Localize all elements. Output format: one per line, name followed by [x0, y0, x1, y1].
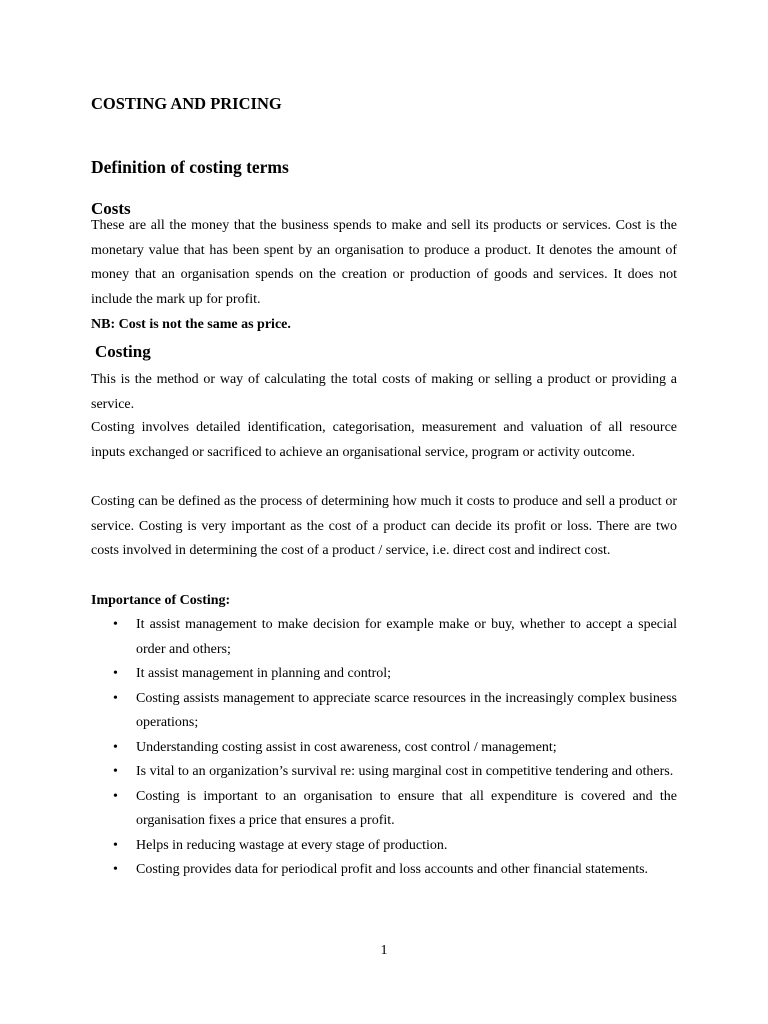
costs-paragraph: These are all the money that the business spends to make and sell its products or services. Cost is the monetary value that has been spent by an organisation to produce a product. It denotes the amount of money that an organisation spends on the creation or production of goods and services. It does not include the mark up for profit. — [91, 218, 677, 307]
importance-list-item — [91, 613, 677, 662]
bullet-icon: • — [113, 690, 118, 706]
page-number: 1 — [380, 943, 388, 958]
section-title: Definition of costing terms — [91, 157, 289, 177]
costs-heading: Costs — [91, 199, 131, 218]
importance-item-text: Understanding costing assist in cost awareness, cost control / management; — [136, 739, 557, 755]
importance-item-text: Helps in reducing wastage at every stage of production. — [136, 837, 448, 853]
importance-item-text: Costing assists management to appreciate scarce resources in the increasingly complex business operations; — [136, 690, 677, 730]
bullet-icon: • — [113, 666, 118, 681]
bullet-icon: • — [113, 862, 118, 877]
importance-item-text: It assist management in planning and control; — [136, 666, 392, 681]
importance-list-item — [91, 662, 677, 687]
importance-item-text: Costing provides data for periodical profit and loss accounts and other financial statements. — [136, 862, 649, 877]
costing-paragraph-1: This is the method or way of calculating the total costs of making or selling a product or providing a service. — [91, 372, 677, 412]
importance-heading: Importance of Costing: — [91, 593, 231, 608]
importance-list-item — [91, 736, 677, 761]
costing-heading: Costing — [95, 342, 151, 361]
bullet-icon: • — [113, 617, 118, 632]
bullet-icon: • — [113, 837, 118, 853]
importance-list — [91, 613, 677, 883]
importance-item-text: Costing is important to an organisation to ensure that all expenditure is covered and the organisation fixes a price that ensures a profit. — [136, 788, 677, 828]
importance-item-text: It assist management to make decision for example make or buy, whether to accept a special order and others; — [136, 617, 677, 657]
costing-paragraph-2: Costing involves detailed identification, categorisation, measurement and valuation of all resource inputs exchanged or sacrificed to achieve an organisational service, program or activity outcome. — [91, 420, 677, 460]
importance-list-item — [91, 785, 677, 834]
document-title: COSTING AND PRICING — [91, 94, 282, 113]
importance-item-text: Is vital to an organization’s survival re: using marginal cost in competitive tendering and others. — [136, 764, 674, 779]
costs-note: NB: Cost is not the same as price. — [91, 317, 291, 332]
importance-list-item — [91, 687, 677, 736]
importance-list-item — [91, 834, 677, 859]
importance-list-item — [91, 760, 677, 785]
bullet-icon: • — [113, 788, 118, 804]
importance-list-item — [91, 858, 677, 883]
bullet-icon: • — [113, 764, 118, 779]
costing-paragraph-3: Costing can be defined as the process of determining how much it costs to produce and sell a product or service. Costing is very important as the cost of a product can decide its profit or loss. There are two costs involved in determining the cost of a product / service, i.e. direct cost and indirect cost. — [91, 494, 677, 558]
bullet-icon: • — [113, 739, 118, 755]
